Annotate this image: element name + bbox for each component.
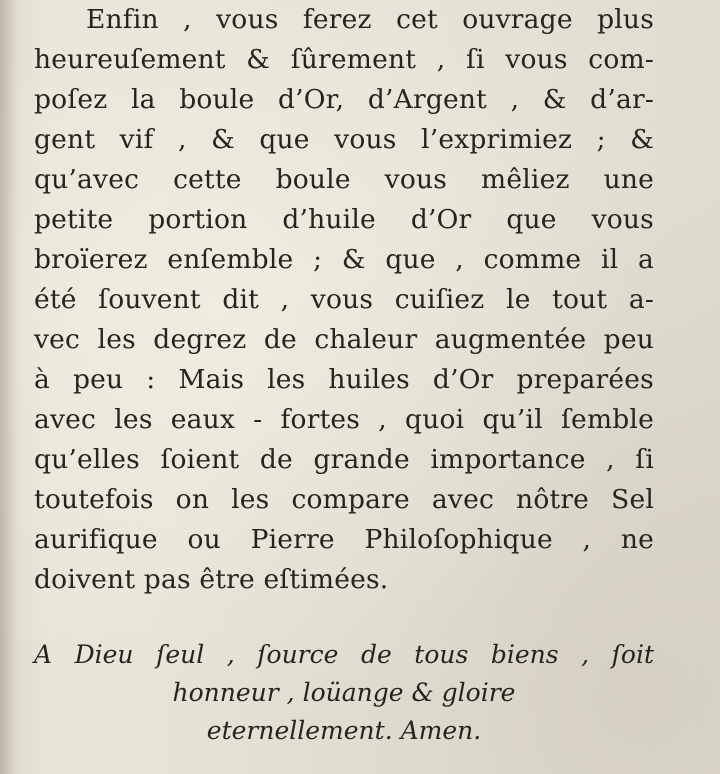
text-line: broïerez enſemble ; & que , comme il a (34, 244, 654, 275)
text-line: aurifique ou Pierre Philoſophique , ne (34, 524, 654, 555)
text-line: heureuſement & ſûrement , ſi vous com- (34, 44, 654, 75)
closing-line: honneur , loüange & gloire (172, 678, 516, 707)
page-gutter-shadow (0, 0, 18, 774)
text-line: à peu : Mais les huiles d’Or preparées (34, 364, 654, 395)
text-line: poſez la boule d’Or, d’Argent , & d’ar- (34, 84, 654, 115)
closing-line: A Dieu ſeul , ſource de tous biens , ſoit (34, 640, 654, 669)
text-line: doivent pas être eſtimées. (34, 564, 389, 595)
text-line: été ſouvent dit , vous cuiſiez le tout a- (34, 284, 654, 315)
text-line: qu’avec cette boule vous mêliez une (34, 164, 654, 195)
text-line: gent vif , & que vous l’exprimiez ; & (34, 124, 654, 155)
closing-line: eternellement. Amen. (206, 716, 482, 745)
text-line: petite portion d’huile d’Or que vous (34, 204, 654, 235)
text-line: Enfin , vous ferez cet ouvrage plus (86, 4, 654, 35)
text-line: avec les eaux - fortes , quoi qu’il ſemble (34, 404, 654, 435)
text-line: qu’elles ſoient de grande importance , ſi (34, 444, 654, 475)
text-line: toutefois on les compare avec nôtre Sel (34, 484, 654, 515)
text-line: vec les degrez de chaleur augmentée peu (34, 324, 654, 355)
